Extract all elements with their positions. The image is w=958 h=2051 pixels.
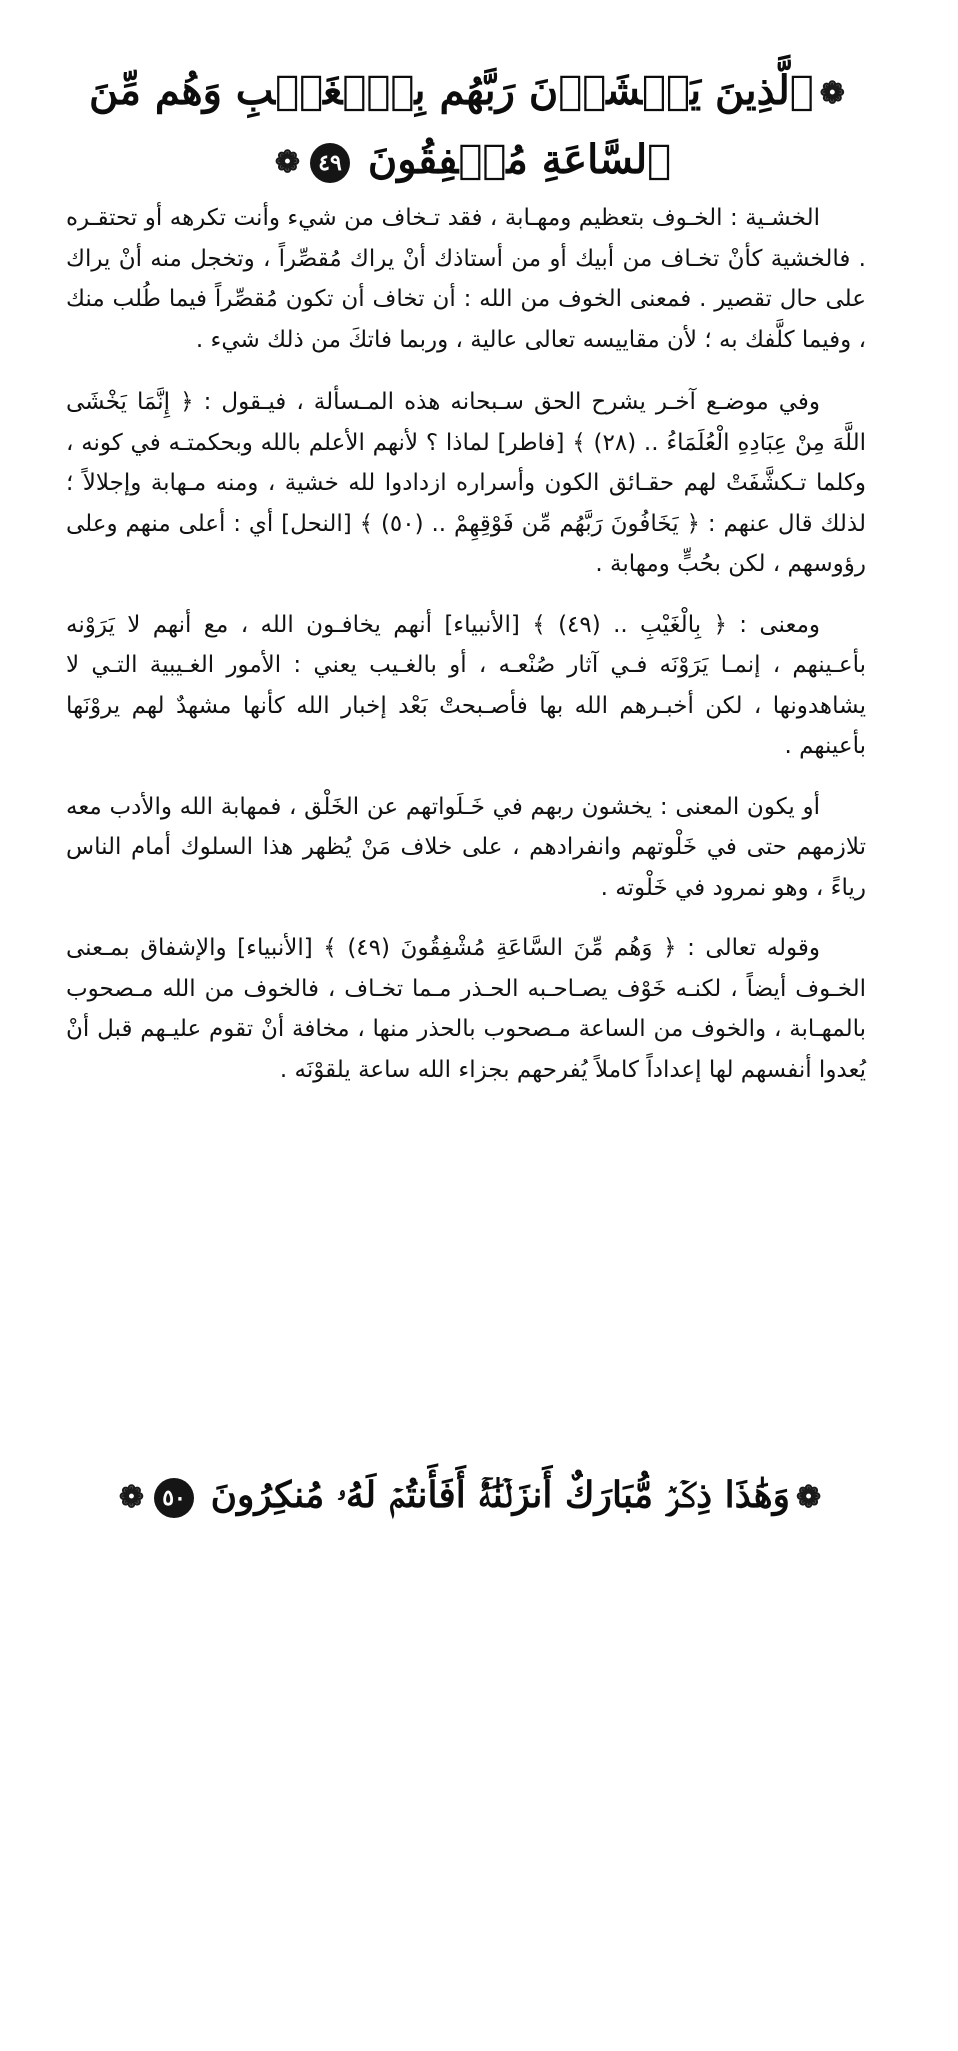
verse-ornament-icon: ❁ [795, 1480, 822, 1515]
commentary-paragraph: الخشـية : الخـوف بتعظيم ومهـابة ، فقد تـخاف من شيء وأنت تكرهه أو تحتقـره . فالخشية كأنْ تخـاف من أبيك أو من أستاذك أنْ يراك مُقصِّراً ، وتخجل منه أنْ يراك على حال تقصير . فمعنى الخوف من الله : أن تخاف أن تكون مُقصِّراً فيما طُلب منك ، وفيما كلَّفك به ؛ لأن مقاييسه تعالى عالية ، وربما فاتكَ من ذلك شيء . [66, 205, 866, 353]
ayah-number-badge: ٥٠ [154, 1478, 194, 1518]
top-verse-text-2: ٱلسَّاعَةِ مُشۡفِقُونَ [367, 136, 672, 183]
book-page [20, 22, 900, 1557]
top-verse-line-1 [60, 58, 880, 127]
commentary-text [66, 198, 866, 1110]
verse-ornament-icon: ❁ [118, 1480, 145, 1515]
top-verse-text-1: ٱلَّذِينَ يَخۡشَوۡنَ رَبَّهُم بِٱلۡغَيۡبِ وَهُم مِّنَ [89, 67, 814, 114]
commentary-paragraph: وقوله تعالى : ﴿ وَهُم مِّنَ السَّاعَةِ مُشْفِقُونَ (٤٩) ﴾ [الأنبياء] والإشفاق بمـعنى الخـوف أيضاً ، لكنـه خَوْف يصـاحـبه الحـذر مـما تخـاف ، فالخوف من الله مـصحوب بالمهـابة ، والخوف من الساعة مـصحوب بالحذر منها ، مخافة أنْ تقوم عليـهم قبل أنْ يُعدوا أنفسهم لها إعداداً كاملاً يُفرحهم بجزاء الله ساعة يلقوْنَه . [66, 935, 866, 1083]
commentary-paragraph: ومعنى : ﴿ بِالْغَيْبِ .. (٤٩) ﴾ [الأنبياء] أنهم يخافـون الله ، مع أنهم لا يَرَوْنه بأعـينهم ، إنمـا يَرَوْنَه فـي آثار صُنْعـه ، أو بالغـيب يعني : الأمور الغـيبية التـي لا يشاهدونها ، لكن أخبـرهم الله بها فأصـبحتْ بَعْد إخبار الله كأنها مشهدٌ لهم يروْنَها بأعينهم . [66, 611, 866, 759]
bottom-verse-line-1 [60, 1462, 880, 1531]
ayah-number-badge: ٤٩ [310, 143, 350, 183]
top-verse [60, 58, 880, 196]
commentary-paragraph: أو يكون المعنى : يخشون ربهم في خَـلَواتهم عن الخَلْق ، فمهابة الله والأدب معه تلازمهم حتى في خَلْوتهم وانفرادهم ، على خلاف مَنْ يُظهر هذا السلوك أمام الناس رياءً ، وهو نمرود في خَلْوته . [66, 793, 866, 901]
bottom-verse [60, 1462, 880, 1531]
top-verse-line-2 [60, 127, 880, 196]
commentary-paragraph: وفي موضـع آخـر يشرح الحق سـبحانه هذه المـسألة ، فيـقول : ﴿ إِنَّمَا يَخْشَى اللَّهَ مِنْ عِبَادِهِ الْعُلَمَاءُ .. (٢٨) ﴾ [فاطر] لماذا ؟ لأنهم الأعلم بالله وبحكمتـه في كونه ، وكلما تـكشَّفَتْ لهم حقـائق الكون وأسراره ازدادوا لله خشية ، ومنه مـهابة وإجلالاً ؛ لذلك قال عنهم : ﴿ يَخَافُونَ رَبَّهُم مِّن فَوْقِهِمْ .. (٥٠) ﴾ [النحل] أي : أعلى منهم وعلى رؤوسهم ، لكن بحُبٍّ ومهابة . [66, 389, 866, 577]
verse-ornament-icon: ❁ [274, 145, 300, 180]
verse-ornament-icon: ❁ [819, 76, 845, 111]
bottom-verse-text-1: وَهَٰذَا ذِكۡرٞ مُّبَارَكٌ أَنزَلۡنَٰهُۚ أَفَأَنتُمۡ لَهُۥ مُنكِرُونَ [210, 1474, 790, 1516]
